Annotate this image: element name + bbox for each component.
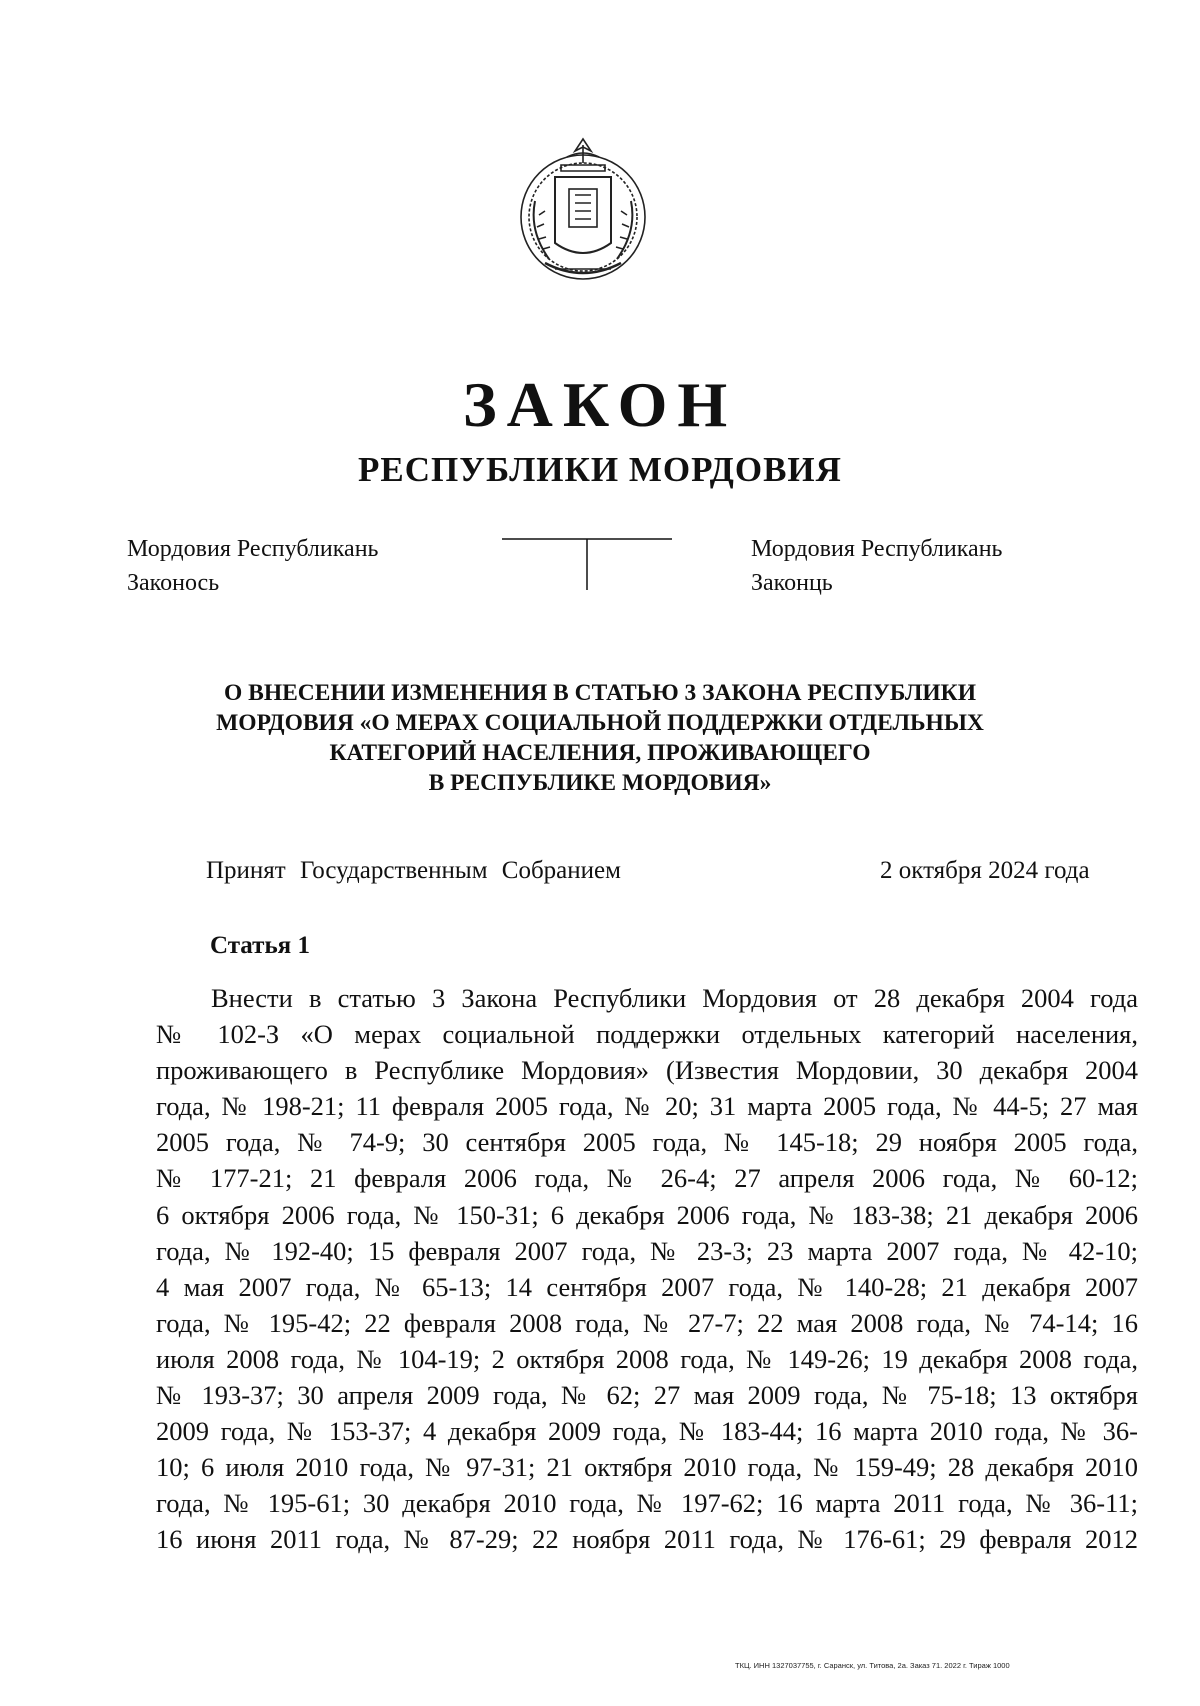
title-erzya-line: Мордовия Республикань (751, 536, 1003, 562)
article-body (156, 980, 1138, 1558)
body-line: 6 октября 2006 года, № 150-31; 6 декабря 2006 года, № 183-38; 21 декабря 2006 (156, 1199, 1138, 1230)
title-erzya-line: Законць (751, 570, 833, 596)
body-line: 2009 года, № 153-37; 4 декабря 2009 года, № 183-44; 16 марта 2010 года, № 36- (156, 1416, 1138, 1447)
body-line: года, № 195-61; 30 декабря 2010 года, № 197-62; 16 марта 2011 года, № 36-11; (156, 1488, 1138, 1519)
law-heading-line: О ВНЕСЕНИИ ИЗМЕНЕНИЯ В СТАТЬЮ 3 ЗАКОНА РЕСПУБЛИКИ (224, 680, 976, 706)
printer-imprint: ТКЦ. ИНН 1327037755, г. Саранск, ул. Титова, 2а. Заказ 71. 2022 г. Тираж 1000 (735, 1661, 1010, 1670)
adoption-date: 2 октября 2024 года (880, 857, 1090, 884)
body-line: 10; 6 июля 2010 года, № 97-31; 21 октября 2010 года, № 159-49; 28 декабря 2010 (156, 1452, 1138, 1483)
law-heading (0, 678, 1200, 798)
law-heading-line: В РЕСПУБЛИКЕ МОРДОВИЯ» (428, 770, 772, 796)
document-title: ЗАКОН (462, 369, 738, 440)
title-moksha-line: Мордовия Республикань (127, 536, 379, 562)
body-line: года, № 192-40; 15 февраля 2007 года, № 23-3; 23 марта 2007 года, № 42-10; (156, 1235, 1138, 1266)
body-line: года, № 195-42; 22 февраля 2008 года, № 27-7; 22 мая 2008 года, № 74-14; 16 (156, 1307, 1138, 1338)
law-heading-line: КАТЕГОРИЙ НАСЕЛЕНИЯ, ПРОЖИВАЮЩЕГО (329, 740, 871, 766)
coat-of-arms-icon (515, 131, 651, 287)
body-line: 4 мая 2007 года, № 65-13; 14 сентября 2007 года, № 140-28; 21 декабря 2007 (156, 1271, 1138, 1302)
document-subtitle: РЕСПУБЛИКИ МОРДОВИЯ (358, 450, 842, 489)
title-moksha-line: Законось (127, 570, 220, 596)
title-separator (502, 538, 672, 590)
body-line: № 102-З «О мерах социальной поддержки отдельных категорий населения, (156, 1019, 1138, 1050)
law-heading-line: МОРДОВИЯ «О МЕРАХ СОЦИАЛЬНОЙ ПОДДЕРЖКИ ОТДЕЛЬНЫХ (216, 710, 984, 736)
body-line: № 177-21; 21 февраля 2006 года, № 26-4; 27 апреля 2006 года, № 60-12; (156, 1163, 1138, 1194)
body-line: Внести в статью 3 Закона Республики Мордовия от 28 декабря 2004 года (211, 983, 1138, 1013)
body-line: июля 2008 года, № 104-19; 2 октября 2008 года, № 149-26; 19 декабря 2008 года, (156, 1343, 1138, 1374)
body-line: 16 июня 2011 года, № 87-29; 22 ноября 2011 года, № 176-61; 29 февраля 2012 (156, 1524, 1138, 1555)
title-moksha (127, 532, 378, 600)
body-line: проживающего в Республике Мордовия» (Известия Мордовии, 30 декабря 2004 (156, 1055, 1138, 1086)
article-title: Статья 1 (210, 932, 310, 959)
adoption-statement: Принят Государственным Собранием (206, 857, 621, 884)
body-line: года, № 198-21; 11 февраля 2005 года, № 20; 31 марта 2005 года, № 44-5; 27 мая (156, 1091, 1138, 1122)
body-line: 2005 года, № 74-9; 30 сентября 2005 года, № 145-18; 29 ноября 2005 года, (156, 1127, 1138, 1158)
body-line: № 193-37; 30 апреля 2009 года, № 62; 27 мая 2009 года, № 75-18; 13 октября (156, 1380, 1138, 1411)
title-erzya (751, 532, 1002, 600)
